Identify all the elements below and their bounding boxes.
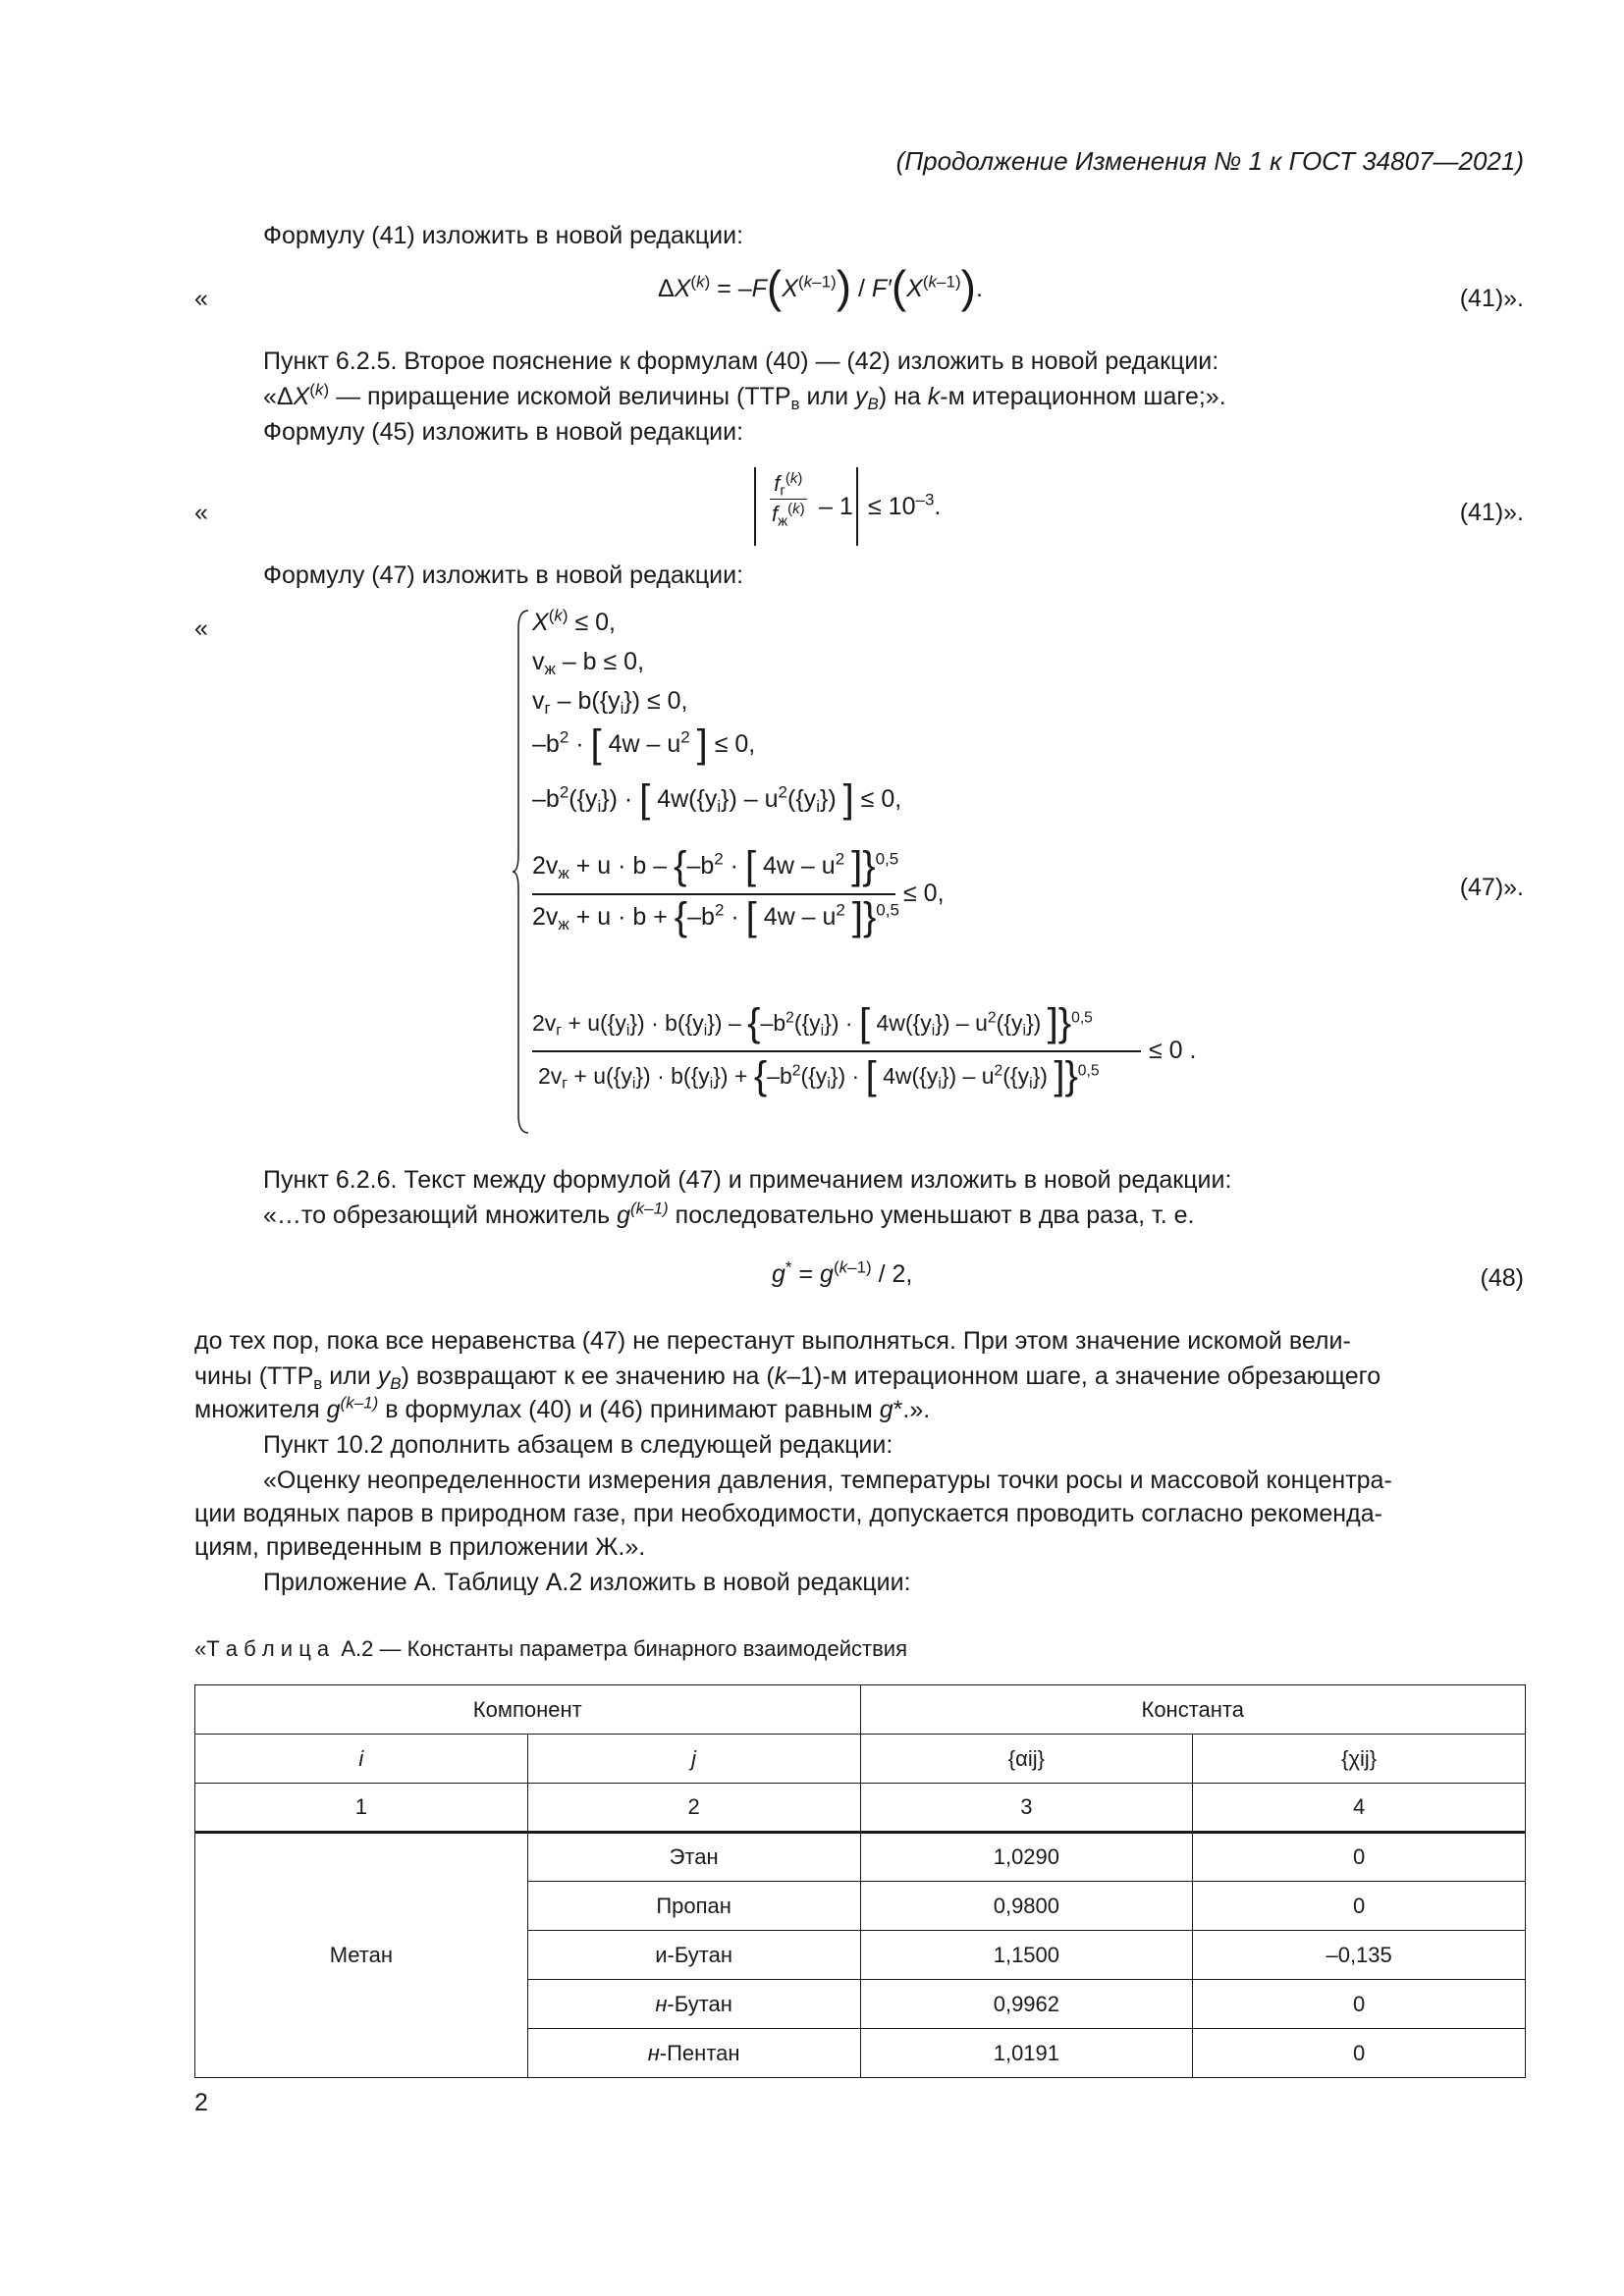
page-number: 2 <box>194 2089 208 2116</box>
formula-47-number: (47)». <box>1459 874 1524 901</box>
formula-41-number: (41)». <box>1459 285 1524 312</box>
p102-line2: «Оценку неопределенности измерения давления, температуры точки росы и массовой концентра- <box>263 1467 1392 1494</box>
formula-48: $g^* = g^{(k-1)} / 2$, <box>772 1257 913 1288</box>
formula-47-intro: Формулу (47) изложить в новой редакции: <box>263 561 744 589</box>
col-number-1: 1 <box>195 1784 528 1833</box>
cell-chi: 0 <box>1193 1833 1526 1882</box>
formula-41: $\Delta X^{(k)} = -F(X^{(k-1)}) / F'(X^{(k-1)})$. <box>658 261 983 312</box>
cell-j: и-Бутан <box>527 1931 860 1980</box>
subheader-chi: {χij} <box>1193 1735 1526 1784</box>
curly-brace-icon <box>511 609 530 1135</box>
p102-line4: циям, приведенным в приложении Ж.». <box>194 1533 646 1561</box>
cell-j: н-Бутан <box>527 1980 860 2029</box>
p102-line1: Пункт 10.2 дополнить абзацем в следующей редакции: <box>263 1431 893 1459</box>
constants-table <box>194 1684 1526 2078</box>
cell-alpha: 1,1500 <box>860 1931 1193 1980</box>
document-page: (Продолжение Изменения № 1 к ГОСТ 34807—2021) Формулу (41) изложить в новой редакции: « $\Delta X^{(k)} = -F(X^{(k-1)}) / F'(X^{(k-1)})$. (41)». Пункт 6.2.5. Второе пояснение к формулам (40) — (42) изложить в новой редакции: «ΔX$^{(k)}$ — приращение искомой величины ($ТТР_в$ или $y_B$) на k-м итерационном шаге;». Формулу (45) изложить в новой редакции: « $f_г^{(k)}$ $f_ж^{(k)}$ – 1 ≤ $10^{-3}$. (41)». Формулу (47) изложить в новой редакции: « $X^{(k)} \le 0$, $v_ж - b \le 0$, $v_г - b(\{y_i\}) \le 0$, $-b^2$ · [ $4w - u^2$ ] ≤ 0, $-b^2(\{y_i\})$ · [ $4w(\{y_i\}) - u^2(\{y_i\})$ ] ≤ 0, $2v_ж + u \cdot b - \{-b^2$ · [ $4w - u^2$ ]}$^{0,5}$ ≤ 0, $2v_ж + u \cdot b + \{-b^2$ · [ $4w - u^2$ ]}$^{0,5}$ $2v_г + u(\{y_i\}) \cdot b(\{y_i\}) - \{-b^2(\{y_i\})$ · [ $4w(\{y_i\}) - u^2(\{y_i\})$ ]}$^{0,5}$ ≤ 0 . $2v_г + u(\{y_i\}) \cdot b(\{y_i\}) + \{-b^2(\{y_i\})$ · [ $4w(\{y_i\}) - u^2(\{y_i\})$ ]}$^{0,5}$ (47)». Пункт 6.2.6. Текст между формулой (47) и примечанием изложить в новой редакции: «…то обрезающий множитель $g^{(k-1)}$ последовательно уменьшают в два раза, т. е. $g^* = g^{(k-1)} / 2$, (48) до тех пор, пока все неравенства (47) не перестанут выполняться. При этом значение искомой вели- чины ($ТТР_в$ или $y_B$) возвращают к ее значению на (k–1)-м итерационном шаге, а значение обрезающего множителя $g^{(k-1)}$ в формулах (40) и (46) принимают равным g*.». Пункт 10.2 дополнить абзацем в следующей редакции: «Оценку неопределенности измерения давления, температуры точки росы и массовой концентра- ции водяных паров в природном газе, при необходимости, допускается проводить согласно рекоменда- циям, приведенным в приложении Ж.». Приложение А. Таблицу А.2 изложить в новой редакции: «Т а б л и ц а А.2 — Константы параметра бинарного взаимодействия Компонент Константа i j {αij} {χij} 1 2 3 4 Метан Этан 1,0290 0 Пропан 0,9800 0 и-Бутан 1,1500 –0,135 н-Бутан 0,9962 0 н-Пентан 1,0191 0 2 <box>194 146 1524 2116</box>
subheader-j: j <box>527 1735 860 1784</box>
open-quote-47: « <box>194 614 208 642</box>
cell-j: Этан <box>527 1833 860 1882</box>
col-number-3: 3 <box>860 1784 1193 1833</box>
cell-chi: –0,135 <box>1193 1931 1526 1980</box>
table-row <box>195 1833 1526 1882</box>
after48-line3: множителя $g^{(k-1)}$ в формулах (40) и (46) принимают равным g*.». <box>194 1393 931 1423</box>
formula-48-number: (48) <box>1480 1264 1524 1292</box>
formula-47: $X^{(k)} \le 0$, $v_ж - b \le 0$, $v_г - b(\{y_i\}) \le 0$, $-b^2$ · [ $4w - u^2$ ] ≤ 0, $-b^2(\{y_i\})$ · [ $4w(\{y_i\}) - u^2(\{y_i\})$ ] ≤ 0, $2v_ж + u \cdot b - \{-b^2$ · [ $4w - u^2$ ]}$^{0,5}$ ≤ 0, $2v_ж + u \cdot b + \{-b^2$ · [ $4w - u^2$ ]}$^{0,5}$ $2v_г + u(\{y_i\}) \cdot b(\{y_i\}) - \{-b^2(\{y_i\})$ · [ $4w(\{y_i\}) - u^2(\{y_i\})$ ]}$^{0,5}$ ≤ 0 . $2v_г + u(\{y_i\}) \cdot b(\{y_i\}) + \{-b^2(\{y_i\})$ · [ $4w(\{y_i\}) - u^2(\{y_i\})$ ]}$^{0,5}$ <box>511 607 1218 1137</box>
formula-41-intro: Формулу (41) изложить в новой редакции: <box>263 222 744 249</box>
p625-line3: Формулу (45) изложить в новой редакции: <box>263 418 744 446</box>
cell-chi: 0 <box>1193 1980 1526 2029</box>
open-quote-45: « <box>194 499 208 526</box>
p625-line2: «ΔX$^{(k)}$ — приращение искомой величины ($ТТР_в$ или $y_B$) на k-м итерационном шаге;». <box>263 380 1226 414</box>
after48-line2: чины ($ТТР_в$ или $y_B$) возвращают к ее значению на (k–1)-м итерационном шаге, а значение обрезающего <box>194 1362 1381 1394</box>
cell-alpha: 0,9962 <box>860 1980 1193 2029</box>
subheader-alpha: {αij} <box>860 1735 1193 1784</box>
cell-chi: 0 <box>1193 1882 1526 1931</box>
group-label: Метан <box>195 1833 528 2078</box>
p625-line1: Пункт 6.2.5. Второе пояснение к формулам (40) — (42) изложить в новой редакции: <box>263 347 1219 375</box>
subheader-i: i <box>195 1735 528 1784</box>
table-caption: «Т а б л и ц а А.2 — Константы параметра бинарного взаимодействия <box>194 1636 907 1661</box>
header-component: Компонент <box>195 1685 861 1735</box>
cell-chi: 0 <box>1193 2029 1526 2078</box>
header-constant: Константа <box>860 1685 1526 1735</box>
p626-line2: «…то обрезающий множитель $g^{(k-1)}$ последовательно уменьшают в два раза, т. е. <box>263 1199 1195 1229</box>
after48-line1: до тех пор, пока все неравенства (47) не перестанут выполняться. При этом значение искомой вели- <box>194 1327 1351 1355</box>
p102-line3: ции водяных паров в природном газе, при необходимости, допускается проводить согласно рекоменда- <box>194 1500 1382 1527</box>
cell-j: Пропан <box>527 1882 860 1931</box>
col-number-2: 2 <box>527 1784 860 1833</box>
appendix-line: Приложение А. Таблицу А.2 изложить в новой редакции: <box>263 1569 911 1596</box>
continuation-header: (Продолжение Изменения № 1 к ГОСТ 34807—2021) <box>895 146 1524 176</box>
cell-j: н-Пентан <box>527 2029 860 2078</box>
cell-alpha: 0,9800 <box>860 1882 1193 1931</box>
formula-45-number: (41)». <box>1459 499 1524 526</box>
col-number-4: 4 <box>1193 1784 1526 1833</box>
p626-line1: Пункт 6.2.6. Текст между формулой (47) и примечанием изложить в новой редакции: <box>263 1166 1232 1194</box>
cell-alpha: 1,0191 <box>860 2029 1193 2078</box>
cell-alpha: 1,0290 <box>860 1833 1193 1882</box>
open-quote: « <box>194 285 208 312</box>
